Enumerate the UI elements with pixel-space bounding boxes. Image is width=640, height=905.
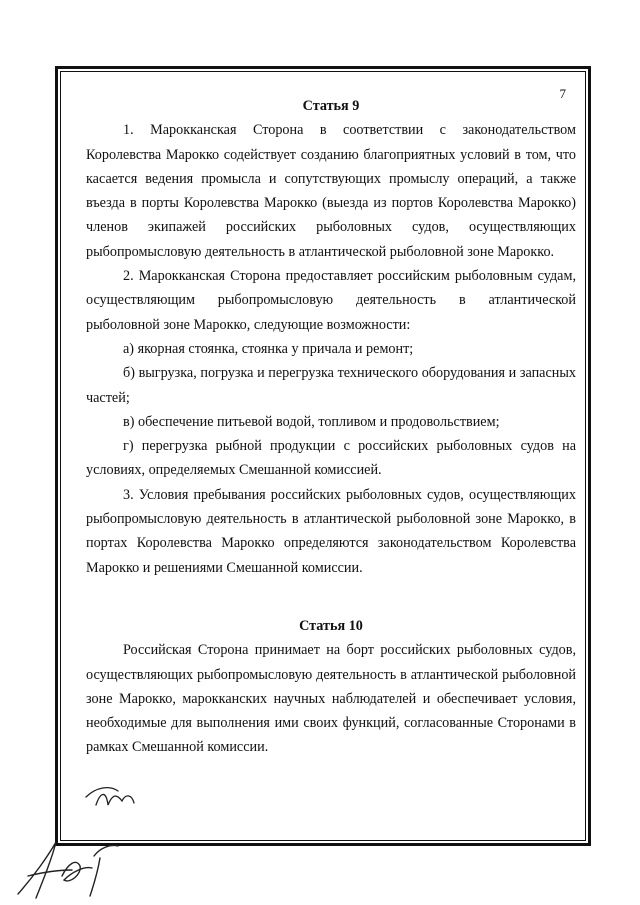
article-9-item-c: в) обеспечение питьевой водой, топливом и продовольствием; (123, 413, 500, 430)
article-10-paragraph-1: Российская Сторона принимает на борт российских рыболовных судов, осуществляющих рыбопромысловую деятельность в атлантической рыболовной зоне Марокко, марокканских научных наблюдателей и обеспечивает условия, необходимые для выполнения ими своих функций, согласованные Сторонами в рамках Смешанной комиссии. (86, 642, 576, 756)
article-9-item-a: а) якорная стоянка, стоянка у причала и ремонт; (123, 340, 414, 357)
article-9-paragraph-1: 1. Марокканская Сторона в соответствии с законодательством Королевства Марокко содействует созданию благоприятных условий в том, что касается ведения промысла и сопутствующих промыслу операций, а также въезда в порты Королевства Марокко (выезда из портов Королевства Марокко) членов экипажей российских рыболовных судов, осуществляющих рыбопромысловую деятельность в атлантической рыболовной зоне Марокко. (86, 122, 576, 260)
article-9-paragraph-2: 2. Марокканская Сторона предоставляет российским рыболовным судам, осуществляющим рыбопромысловую деятельность в атлантической рыболовной зоне Марокко, следующие возможности: (86, 268, 576, 333)
page-number: 7 (559, 86, 566, 101)
article-10-title: Статья 10 (299, 617, 363, 634)
article-9-item-b: б) выгрузка, погрузка и перегрузка технического оборудования и запасных частей; (86, 365, 576, 406)
handwritten-signature-icon (14, 836, 124, 902)
document-body (86, 72, 576, 760)
article-9-title: Статья 9 (302, 98, 360, 114)
initials-signature-icon (82, 775, 142, 815)
article-9-paragraph-3: 3. Условия пребывания российских рыболовных судов, осуществляющих рыбопромысловую деятельность в атлантической рыболовной зоне Марокко, в портах Королевства Марокко определяются законодательством Королевства Марокко и решениями Смешанной комиссии. (86, 486, 576, 576)
article-9-item-d: г) перегрузка рыбной продукции с российских рыболовных судов на условиях, определяемых Смешанной комиссией. (86, 438, 576, 479)
